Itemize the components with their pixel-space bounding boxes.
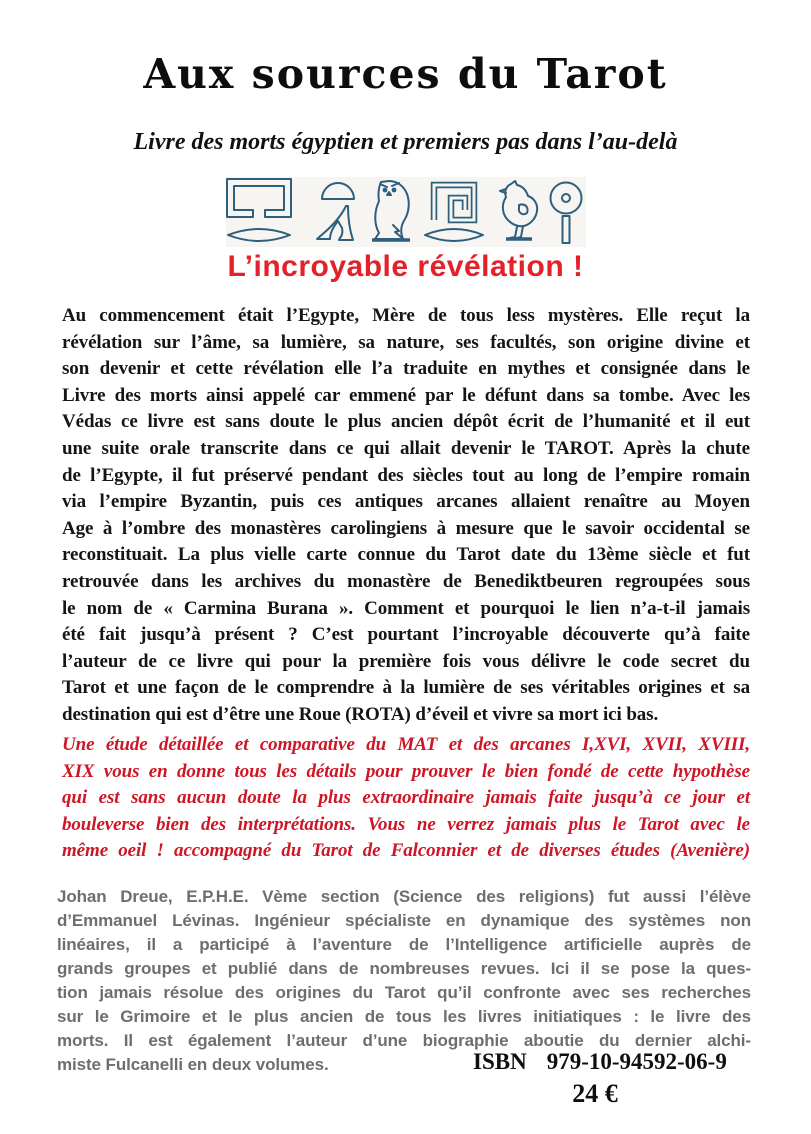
- headline-revelation: L’incroyable révélation !: [227, 250, 584, 283]
- red-note-line: XIX vous en donne tous les détails pour prouver le bien fondé de cette hypothèse: [62, 760, 750, 782]
- body-text-line: Védas ce livre est sans doute le plus ancien dépôt écrit de l’humanité et il eut: [62, 411, 750, 433]
- red-note-line: Une étude détaillée et comparative du MAT et des arcanes I,XVI, XVII, XVIII,: [62, 734, 750, 755]
- hieroglyph-strip: [226, 177, 586, 252]
- book-title: Aux sources du Tarot: [143, 50, 668, 98]
- isbn-value: 979-10-94592-06-9: [546, 1049, 727, 1074]
- body-text-line: une suite orale transcrite dans ce qui allait devenir le TAROT. Après la chute: [62, 437, 750, 459]
- body-text-line: révélation sur l’âme, sa lumière, sa nature, ses facultés, son origine divine et: [62, 331, 750, 353]
- body-text-line: Au commencement était l’Egypte, Mère de tous less mystères. Elle reçut la: [62, 305, 750, 326]
- body-text-line: de l’Egypte, il fut préservé pendant des siècles tout au long de l’empire romain: [62, 464, 750, 486]
- book-subtitle: Livre des morts égyptien et premiers pas dans l’au-delà: [133, 129, 678, 155]
- isbn: [473, 1049, 727, 1075]
- main-text: [62, 303, 750, 729]
- price: 24 €: [572, 1079, 618, 1108]
- body-text-line: Tarot et une façon de le comprendre à la lumière de ses véritables origines et sa: [62, 677, 750, 699]
- red-note-text: [62, 732, 750, 865]
- body-text-line: Age à l’ombre des monastères carolingiens à mesure que le savoir occidental se: [62, 517, 750, 539]
- body-text-line: Livre des morts ainsi appelé car emmené par le défunt dans sa tombe. Avec les: [62, 384, 750, 406]
- red-note-line: bouleverse bien des interprétations. Vous ne verrez jamais plus le Tarot avec le: [62, 813, 750, 835]
- author-bio-line: Johan Dreue, E.P.H.E. Vème section (Science des religions) fut aussi l’élève: [57, 887, 751, 906]
- author-bio-line: grands groupes et publié dans de nombreuses revues. Ici il se pose la ques-: [57, 959, 751, 978]
- author-bio-line: d’Emmanuel Lévinas. Ingénieur spécialiste en dynamique des systèmes non: [57, 911, 751, 930]
- red-note-line: qui est sans aucun doute la plus extraordinaire jamais faite jusqu’à ce jour et: [62, 787, 750, 809]
- body-text-line: via l’empire Byzantin, puis ces antiques arcanes allaient renaître au Moyen: [62, 491, 750, 513]
- body-text-line: destination qui est d’être une Roue (ROTA) d’éveil et vivre sa mort ici bas.: [62, 703, 659, 725]
- author-bio-line: sur le Grimoire et le plus ancien de tous les livres initiatiques : le livre des: [57, 1007, 751, 1026]
- author-bio-line: tion jamais résolue des origines du Tarot qu’il confronte avec ses recherches: [57, 983, 751, 1002]
- body-text-line: l’auteur de ce livre qui pour la première fois vous délivre le code secret du: [62, 650, 750, 672]
- isbn-label: ISBN: [473, 1049, 527, 1074]
- body-text-line: son devenir et cette révélation elle l’a traduite en mythes et consignée dans le: [62, 358, 750, 380]
- author-bio-line: morts. Il est également l’auteur d’une biographie aboutie du dernier alchi-: [57, 1031, 751, 1050]
- body-text-line: reconstituait. La plus vielle carte connue du Tarot date du 13ème siècle et fut: [62, 544, 750, 566]
- author-bio-line: linéaires, il a participé à l’aventure de l’Intelligence artificielle auprès de: [57, 935, 751, 954]
- hieroglyphs-image: [226, 177, 586, 247]
- red-note-line: même oeil ! accompagné du Tarot de Falconnier et de diverses études (Avenière): [62, 840, 750, 862]
- body-text-line: été fait jusqu’à présent ? C’est pourtant l’incroyable découverte qu’à faite: [62, 624, 750, 646]
- body-text-line: le nom de « Carmina Burana ». Comment et pourquoi le lien n’a-t-il jamais: [62, 597, 750, 619]
- body-text-line: retrouvée dans les archives du monastère de Benediktbeuren regroupées sous: [62, 570, 750, 592]
- author-bio-line: miste Fulcanelli en deux volumes.: [57, 1055, 329, 1074]
